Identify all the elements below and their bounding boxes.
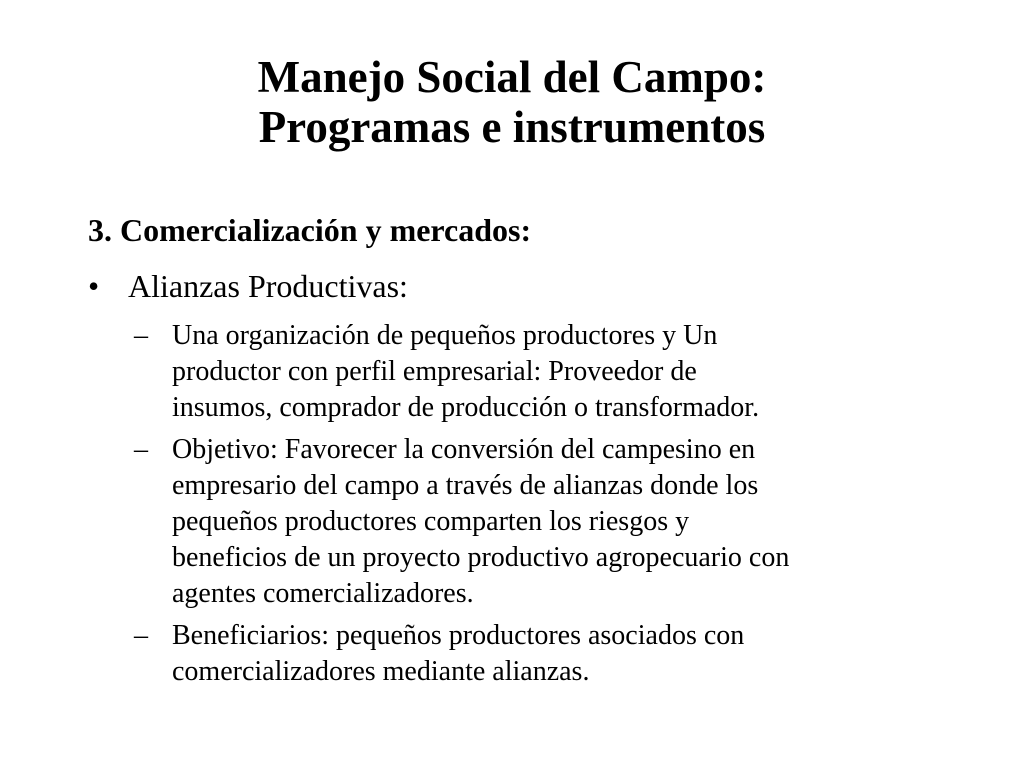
sub-bullet-line: pequeños productores comparten los riesgos y [172,506,690,537]
title-line-2: Programas e instrumentos [258,102,766,152]
slide-title [0,52,1024,152]
section-heading: 3. Comercialización y mercados: [88,212,532,248]
bullet-marker: • [88,268,100,304]
sub-bullet-1 [134,318,954,426]
sub-bullet-line: comercializadores mediante alianzas. [172,656,590,687]
dash-marker: – [134,620,148,651]
sub-bullet-3 [134,618,954,690]
sub-bullet-line: Una organización de pequeños productores y Un [172,320,718,351]
dash-marker: – [134,434,148,465]
sub-bullet-2 [134,432,954,612]
sub-bullet-line: beneficios de un proyecto productivo agropecuario con [172,542,790,573]
dash-marker: – [134,320,148,351]
sub-bullet-line: agentes comercializadores. [172,578,474,609]
sub-bullet-line: empresario del campo a través de alianzas donde los [172,470,759,501]
sub-bullet-list [134,318,954,696]
sub-bullet-line: insumos, comprador de producción o transformador. [172,392,760,423]
sub-bullet-line: Beneficiarios: pequeños productores asociados con [172,620,745,651]
bullet-text: Alianzas Productivas: [128,268,408,304]
title-line-1: Manejo Social del Campo: [257,52,767,102]
bullet-item [88,266,408,306]
sub-bullet-line: Objetivo: Favorecer la conversión del campesino en [172,434,756,465]
sub-bullet-line: productor con perfil empresarial: Proveedor de [172,356,697,387]
